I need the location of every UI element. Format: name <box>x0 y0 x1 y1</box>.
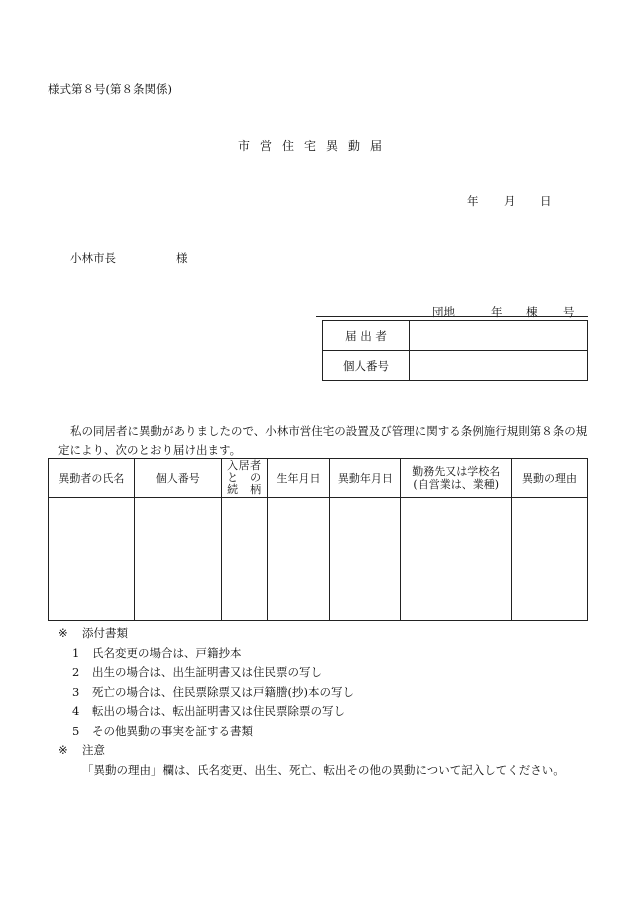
item-text: 氏名変更の場合は、戸籍抄本 <box>92 645 242 660</box>
notifier-field[interactable] <box>410 321 588 351</box>
notes-heading: 注意 <box>82 743 105 757</box>
notes-mark: ※ <box>58 743 68 757</box>
date-year-label: 年 <box>467 194 479 208</box>
item-text: その他異動の事実を証する書類 <box>92 723 253 738</box>
table-row <box>49 498 588 621</box>
item-number: 4 <box>72 704 80 718</box>
header-name: 異動者の氏名 <box>49 459 135 498</box>
attachments-heading-row <box>58 624 565 644</box>
header-relation-line3: 続柄 <box>227 483 262 496</box>
header-workplace <box>401 459 512 498</box>
notifier-label: 届 出 者 <box>323 321 410 351</box>
change-table <box>48 458 588 621</box>
cell-birth-date[interactable] <box>267 498 330 621</box>
item-text: 転出の場合は、転出証明書又は住民票除票の写し <box>92 704 345 718</box>
header-change-date: 異動年月日 <box>330 459 401 498</box>
list-item <box>58 702 565 722</box>
personal-number-label: 個人番号 <box>323 351 410 381</box>
header-relation-line2: との <box>227 471 262 484</box>
date-month-label: 月 <box>504 194 516 208</box>
header-workplace-line1: 勤務先又は学校名 <box>412 465 501 478</box>
list-item <box>58 644 565 664</box>
item-text: 出生の場合は、出生証明書又は住民票の写し <box>92 665 322 679</box>
item-number: 3 <box>72 684 80 699</box>
housing-underline <box>316 316 588 317</box>
cell-change-date[interactable] <box>330 498 401 621</box>
notes-text: 「異動の理由」欄は、氏名変更、出生、死亡、転出その他の異動について記入してください。 <box>82 762 565 777</box>
housing-number-label: 号 <box>563 305 575 319</box>
addressee-honorific: 様 <box>176 251 188 265</box>
housing-year-label: 年 <box>491 305 503 319</box>
addressee-name: 小林市長 <box>70 251 116 265</box>
header-birth-date: 生年月日 <box>267 459 330 498</box>
list-item <box>58 663 565 683</box>
statement: 私の同居者に異動がありましたので、小林市営住宅の設置及び管理に関する条例施行規則第８条の規定により、次のとおり届け出ます。 <box>58 424 588 457</box>
housing-building-label: 棟 <box>526 305 538 319</box>
form-title: 市営住宅異動届 <box>237 139 392 153</box>
cell-reason[interactable] <box>512 498 588 621</box>
header-relation <box>221 459 267 498</box>
cell-name[interactable] <box>49 498 135 621</box>
header-workplace-line2: (自営業は、業種) <box>413 478 500 491</box>
cell-personal-number[interactable] <box>134 498 221 621</box>
list-item <box>58 722 565 742</box>
form-number: 様式第８号(第８条関係) <box>48 82 172 96</box>
item-text: 死亡の場合は、住民票除票又は戸籍謄(抄)本の写し <box>92 684 354 699</box>
attachments-heading: 添付書類 <box>82 626 128 640</box>
date-day-label: 日 <box>540 194 552 208</box>
item-number: 1 <box>72 645 80 660</box>
housing-danchi-label: 団地 <box>432 305 455 319</box>
list-item <box>58 683 565 703</box>
item-number: 2 <box>72 665 80 679</box>
notifier-table <box>322 320 588 381</box>
cell-relation[interactable] <box>221 498 267 621</box>
notes-heading-row <box>58 741 565 761</box>
cell-workplace[interactable] <box>401 498 512 621</box>
header-relation-line1: 入居者 <box>227 459 262 472</box>
header-reason: 異動の理由 <box>512 459 588 498</box>
personal-number-field[interactable] <box>410 351 588 381</box>
attachments-mark: ※ <box>58 626 68 640</box>
item-number: 5 <box>72 723 80 738</box>
header-personal-number: 個人番号 <box>134 459 221 498</box>
notes-section <box>58 624 565 780</box>
